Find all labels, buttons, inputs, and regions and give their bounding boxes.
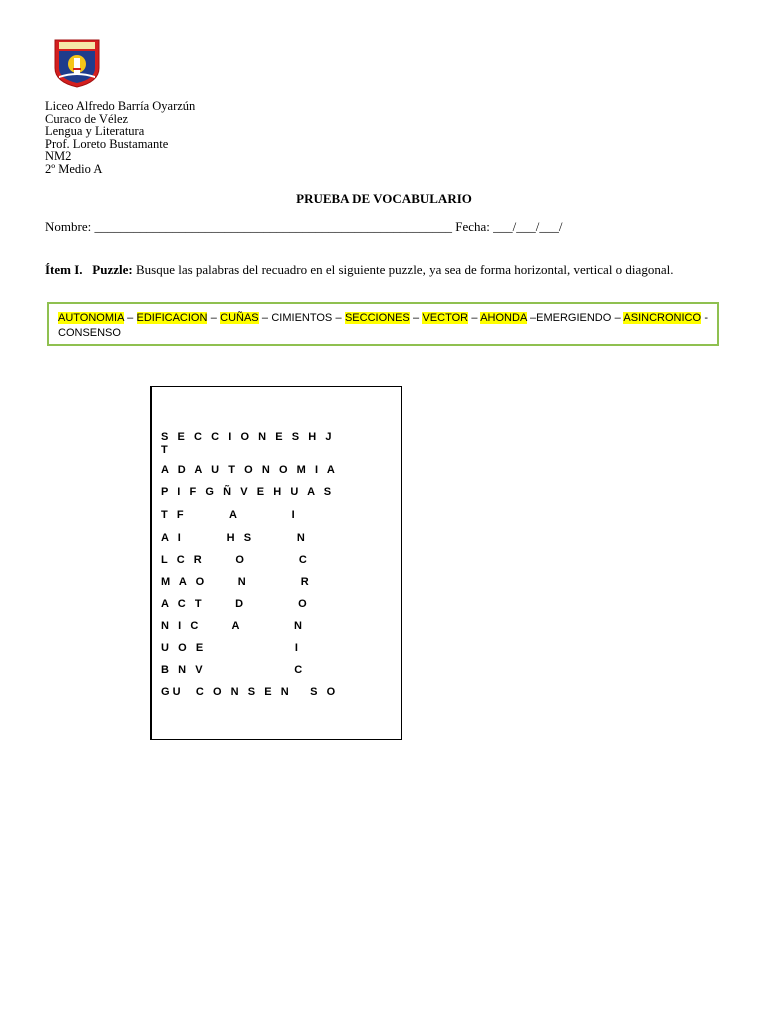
item-number: Ítem I. bbox=[45, 262, 83, 277]
word-edificacion: EDIFICACION bbox=[136, 312, 208, 324]
word-autonomia: AUTONOMIA bbox=[58, 312, 124, 324]
word-vector: VECTOR bbox=[422, 312, 469, 324]
header-location: Curaco de Vélez bbox=[45, 111, 129, 126]
puzzle-row: A C T D O bbox=[161, 598, 307, 610]
puzzle-row: U O E I bbox=[161, 642, 298, 654]
word-ahonda: AHONDA bbox=[480, 312, 527, 324]
item-text: Busque las palabras del recuadro en el siguiente puzzle, ya sea de forma horizontal, vertical o diagonal. bbox=[135, 262, 674, 277]
puzzle-row: N I C A N bbox=[161, 620, 302, 632]
puzzle-row: S E C C I O N E S H J bbox=[161, 431, 332, 443]
header-course: 2º Medio A bbox=[45, 161, 103, 176]
school-logo bbox=[53, 38, 101, 88]
puzzle-row: L C R O C bbox=[161, 554, 307, 566]
puzzle-row: M A O N R bbox=[161, 576, 309, 588]
word-list-box: AUTONOMIA – EDIFICACION – CUÑAS – CIMIENTOS – SECCIONES – VECTOR – AHONDA –EMERGIENDO – ASINCRONICO - CONSENSO bbox=[47, 302, 719, 346]
puzzle-row: A D A U T O N O M I A bbox=[161, 464, 335, 476]
puzzle-row: B N V C bbox=[161, 664, 303, 676]
header-school-name: Liceo Alfredo Barría Oyarzún bbox=[45, 99, 196, 113]
page-title: PRUEBA DE VOCABULARIO bbox=[296, 191, 472, 206]
header-level: NM2 bbox=[45, 149, 72, 164]
word-cimientos: CIMIENTOS bbox=[271, 312, 333, 324]
word-search-puzzle bbox=[150, 386, 402, 740]
word-cuñas: CUÑAS bbox=[220, 312, 259, 324]
puzzle-row: G U C O N S E N S O bbox=[161, 686, 336, 698]
header-subject: Lengua y Literatura bbox=[45, 124, 145, 139]
puzzle-row: T bbox=[161, 444, 168, 456]
word-consenso: CONSENSO bbox=[58, 327, 121, 339]
header-teacher: Prof. Loreto Bustamante bbox=[45, 136, 169, 151]
school-header bbox=[45, 100, 195, 176]
word-emergiendo: EMERGIENDO bbox=[536, 312, 612, 324]
word-asincronico: ASINCRONICO bbox=[623, 312, 702, 324]
puzzle-row: P I F G Ñ V E H U A S bbox=[161, 486, 332, 498]
item-instructions bbox=[45, 262, 722, 277]
item-label: Puzzle: bbox=[92, 262, 133, 277]
name-date-line: Nombre: _______________________________________________________ Fecha: ___/___/___/ bbox=[45, 219, 563, 234]
puzzle-row: A I H S N bbox=[161, 532, 305, 544]
puzzle-row: T F A I bbox=[161, 509, 295, 521]
word-secciones: SECCIONES bbox=[344, 312, 410, 324]
